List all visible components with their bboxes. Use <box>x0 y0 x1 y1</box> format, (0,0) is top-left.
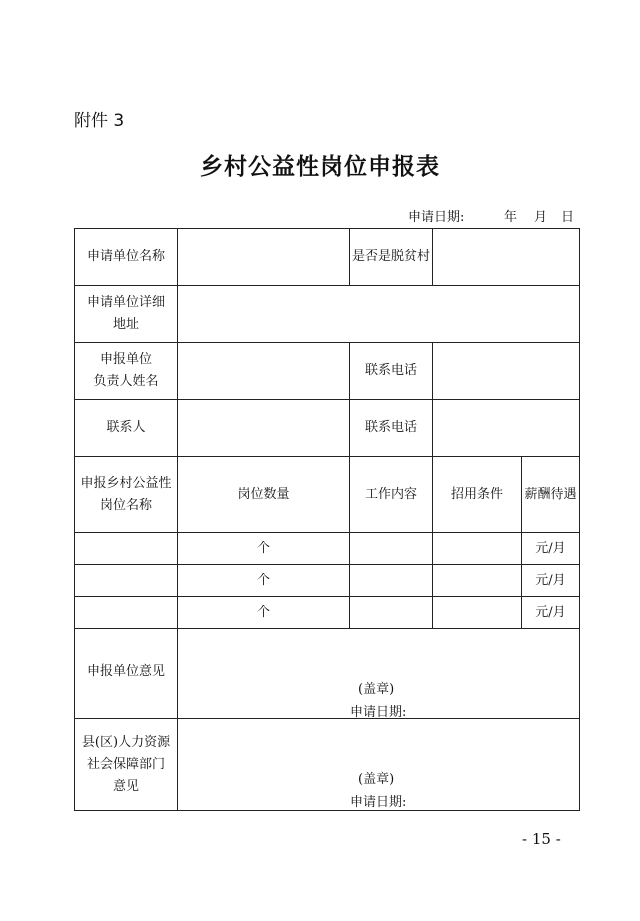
position-count-header: 岗位数量 <box>178 457 350 533</box>
county-seal-label: (盖章) <box>358 772 395 787</box>
county-opinion-line2: 社会保障部门 <box>86 756 165 772</box>
work-content-field[interactable] <box>350 533 433 565</box>
county-opinion-label <box>75 719 178 811</box>
work-content-field[interactable] <box>350 565 433 597</box>
attachment-label: 附件 3 <box>74 111 125 131</box>
head-label-line1: 申报单位 <box>99 352 152 367</box>
county-sign-date-label: 申请日期: <box>350 795 407 810</box>
work-content-field[interactable] <box>350 597 433 629</box>
position-count-field[interactable]: 个 <box>178 597 350 629</box>
address-label <box>75 286 178 343</box>
salary-field[interactable]: 元/月 <box>522 597 580 629</box>
head-phone-label: 联系电话 <box>350 343 433 400</box>
head-label <box>75 343 178 400</box>
position-name-header <box>75 457 178 533</box>
position-count-field[interactable]: 个 <box>178 533 350 565</box>
row-unit-name <box>75 229 580 286</box>
address-label-line2: 地址 <box>112 317 139 332</box>
address-field[interactable] <box>178 286 580 343</box>
contact-phone-field[interactable] <box>433 400 580 457</box>
poverty-village-label: 是否是脱贫村 <box>350 229 433 286</box>
positions-header-row <box>75 457 580 533</box>
application-form-table <box>74 228 580 811</box>
county-opinion-row <box>75 719 580 811</box>
county-opinion-field[interactable] <box>178 719 580 811</box>
conditions-header: 招用条件 <box>433 457 522 533</box>
position-name-field[interactable] <box>75 533 178 565</box>
address-label-line1: 申请单位详细 <box>86 295 165 310</box>
unit-seal-label: (盖章) <box>358 682 395 697</box>
conditions-field[interactable] <box>433 533 522 565</box>
head-phone-field[interactable] <box>433 343 580 400</box>
unit-name-label: 申请单位名称 <box>75 229 178 286</box>
position-row <box>75 597 580 629</box>
position-row <box>75 565 580 597</box>
salary-field[interactable]: 元/月 <box>522 533 580 565</box>
salary-field[interactable]: 元/月 <box>522 565 580 597</box>
page-title: 乡村公益性岗位申报表 <box>200 153 440 180</box>
county-opinion-line3: 意见 <box>112 778 139 794</box>
contact-label: 联系人 <box>75 400 178 457</box>
conditions-field[interactable] <box>433 597 522 629</box>
unit-sign-date-label: 申请日期: <box>350 705 407 720</box>
position-row <box>75 533 580 565</box>
head-label-line2: 负责人姓名 <box>93 374 159 389</box>
row-head <box>75 343 580 400</box>
county-opinion-line1: 县(区)人力资源 <box>81 734 171 750</box>
position-count-field[interactable]: 个 <box>178 565 350 597</box>
apply-date-year: 年 <box>504 210 518 225</box>
unit-opinion-label: 申报单位意见 <box>75 629 178 719</box>
salary-header: 薪酬待遇 <box>522 457 580 533</box>
apply-date-label: 申请日期: <box>408 210 465 225</box>
row-address <box>75 286 580 343</box>
page-number: - 15 - <box>522 830 561 848</box>
contact-phone-label: 联系电话 <box>350 400 433 457</box>
unit-opinion-row <box>75 629 580 719</box>
poverty-village-field[interactable] <box>433 229 580 286</box>
position-name-field[interactable] <box>75 597 178 629</box>
head-name-field[interactable] <box>178 343 350 400</box>
apply-date-day: 日 <box>561 210 575 225</box>
work-content-header: 工作内容 <box>350 457 433 533</box>
apply-date-month: 月 <box>534 210 548 225</box>
contact-field[interactable] <box>178 400 350 457</box>
unit-opinion-field[interactable] <box>178 629 580 719</box>
conditions-field[interactable] <box>433 565 522 597</box>
row-contact <box>75 400 580 457</box>
position-name-header-line2: 岗位名称 <box>99 497 152 513</box>
position-name-header-line1: 申报乡村公益性 <box>80 475 172 491</box>
unit-name-field[interactable] <box>178 229 350 286</box>
apply-date <box>408 206 578 224</box>
position-name-field[interactable] <box>75 565 178 597</box>
